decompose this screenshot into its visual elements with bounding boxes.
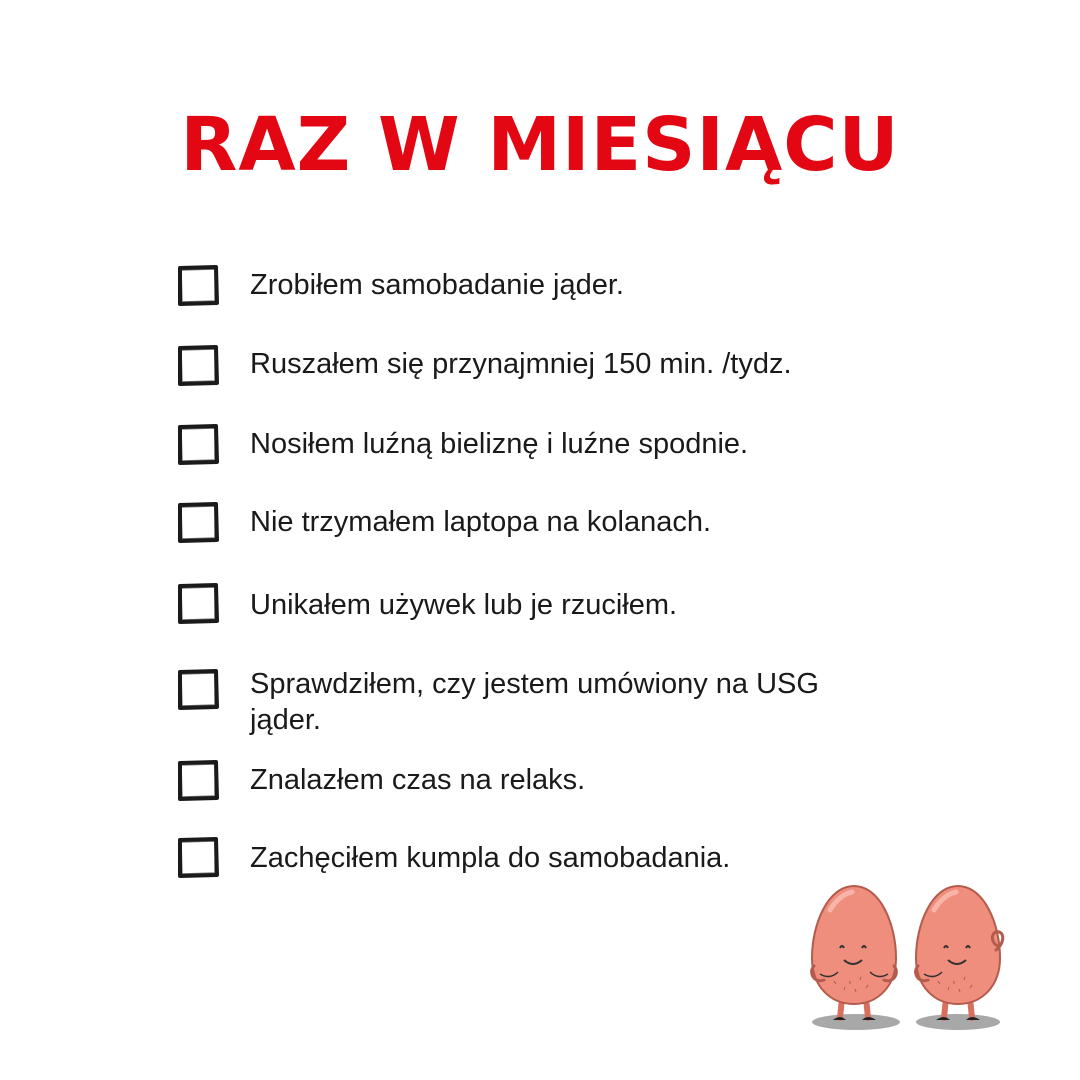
mascot-shadow [916, 1014, 1000, 1030]
left-mascot [812, 886, 897, 1020]
checkbox[interactable] [176, 759, 220, 801]
checklist-item-label: Znalazłem czas na relaks. [250, 764, 586, 796]
checklist-item-label: Sprawdziłem, czy jestem umówiony na USG jąder. [250, 668, 819, 736]
mascot-shadow [812, 1014, 900, 1030]
egg-mascots-illustration [800, 880, 1020, 1040]
checkbox[interactable] [176, 836, 220, 878]
checklist-item-label: Zachęciłem kumpla do samobadania. [250, 842, 731, 874]
checkbox[interactable] [176, 264, 220, 306]
checklist-item-label: Nosiłem luźną bieliznę i luźne spodnie. [250, 428, 749, 460]
checkbox[interactable] [176, 668, 220, 710]
checkbox[interactable] [176, 344, 220, 386]
checklist-item-label: Nie trzymałem laptopa na kolanach. [250, 506, 712, 538]
checkbox[interactable] [176, 582, 220, 624]
checkbox[interactable] [176, 501, 220, 543]
checklist-item-label: Ruszałem się przynajmniej 150 min. /tydz. [250, 348, 792, 380]
checklist-item-label: Zrobiłem samobadanie jąder. [250, 269, 624, 301]
right-mascot [916, 886, 1003, 1020]
checklist-item-label: Unikałem używek lub je rzuciłem. [250, 589, 678, 621]
page-title: RAZ W MIESIĄCU [180, 102, 900, 188]
checkbox[interactable] [176, 423, 220, 465]
